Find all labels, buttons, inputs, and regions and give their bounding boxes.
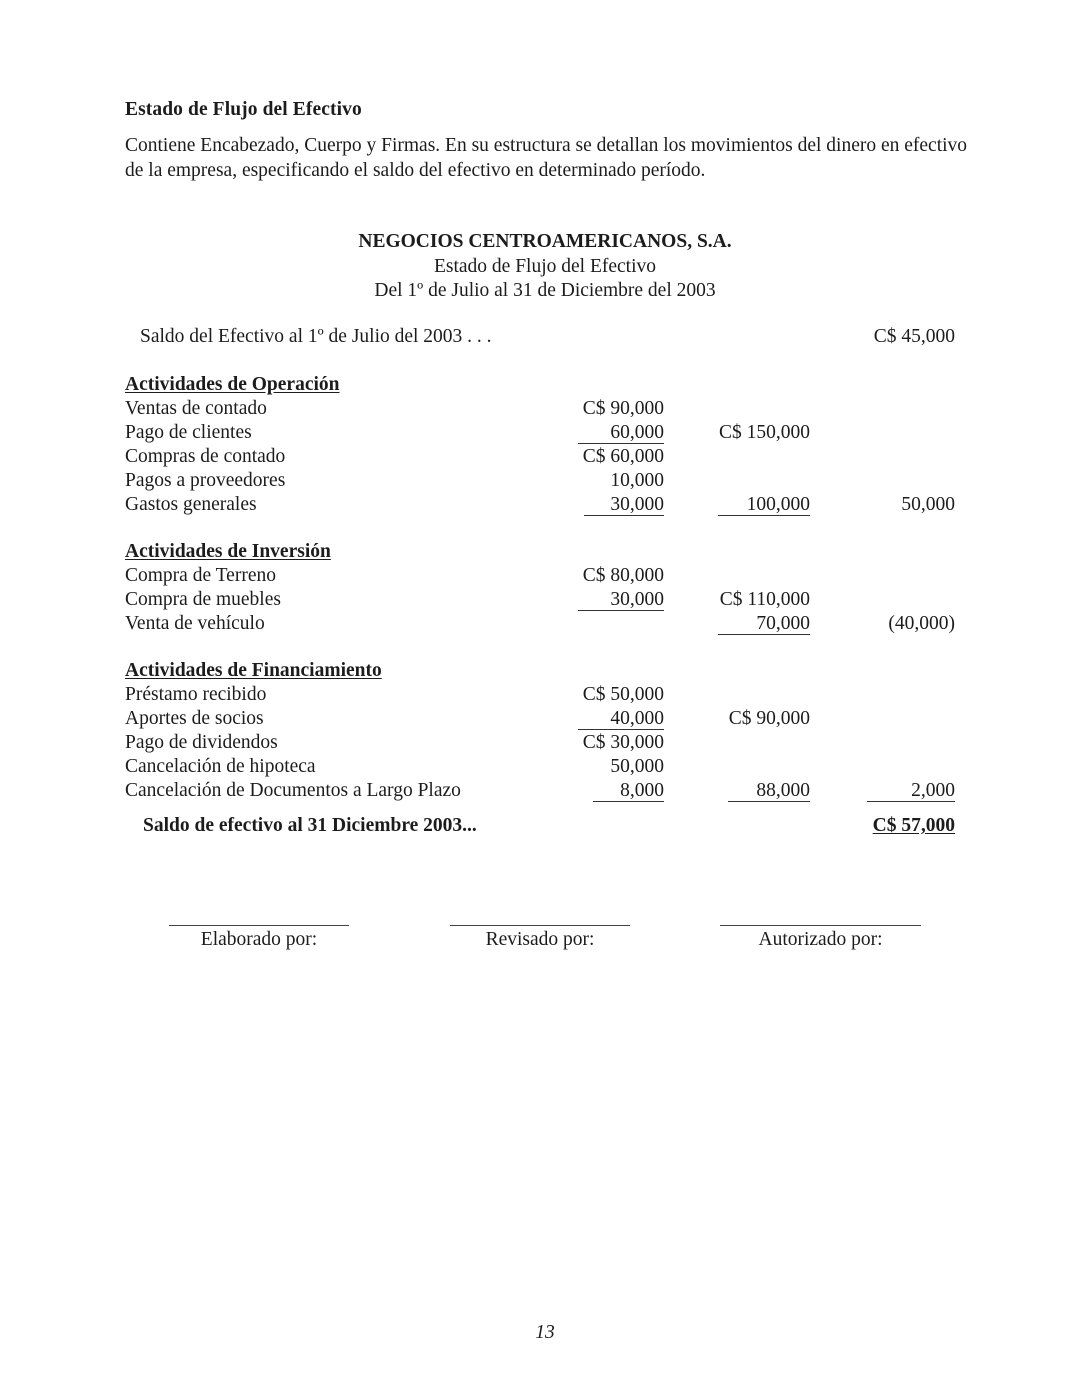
table-row: Cancelación de Documentos a Largo Plazo 8,000 88,000 2,000 — [125, 780, 955, 801]
table-row: Venta de vehículo 70,000 (40,000) — [125, 613, 955, 634]
table-row: Compra de Terreno C$ 80,000 — [125, 565, 664, 586]
table-row: Gastos generales 30,000 100,000 50,000 — [125, 494, 955, 515]
table-row: Cancelación de hipoteca 50,000 — [125, 756, 664, 777]
signature-label-autorizado: Autorizado por: — [758, 929, 883, 950]
closing-balance-row — [0, 814, 1080, 838]
opening-balance-row — [0, 325, 1080, 349]
table-row: Aportes de socios 40,000 C$ 90,000 — [125, 708, 810, 729]
table-row: Pagos a proveedores 10,000 — [125, 470, 664, 491]
signature-line-autorizado — [720, 925, 921, 926]
signature-label-revisado: Revisado por: — [485, 929, 595, 950]
table-row: Ventas de contado C$ 90,000 — [125, 398, 664, 419]
heading-financiamiento: Actividades de Financiamiento — [125, 660, 382, 681]
signature-label-elaborado: Elaborado por: — [200, 929, 318, 950]
opening-balance-label: Saldo del Efectivo al 1º de Julio del 2003 . . . — [140, 326, 492, 347]
statement-period: Del 1º de Julio al 31 de Diciembre del 2003 — [374, 280, 716, 301]
page-number: 13 — [535, 1322, 555, 1343]
table-row: Compra de muebles 30,000 C$ 110,000 — [125, 589, 810, 610]
table-row: Compras de contado C$ 60,000 — [125, 446, 664, 467]
table-row: Pago de clientes 60,000 C$ 150,000 — [125, 422, 810, 443]
opening-balance-value: C$ 45,000 — [873, 326, 955, 347]
table-row: Pago de dividendos C$ 30,000 — [125, 732, 664, 753]
closing-balance-value: C$ 57,000 — [872, 815, 955, 836]
signature-line-elaborado — [169, 925, 349, 926]
heading-inversion: Actividades de Inversión — [125, 541, 331, 562]
table-row: Préstamo recibido C$ 50,000 — [125, 684, 664, 705]
heading-operacion: Actividades de Operación — [125, 374, 340, 395]
signature-line-revisado — [450, 925, 630, 926]
intro-paragraph: Contiene Encabezado, Cuerpo y Firmas. En su estructura se detallan los movimientos del dinero en efectivo de la empresa, especificando el saldo del efectivo en determinado período. — [125, 135, 968, 181]
closing-balance-label: Saldo de efectivo al 31 Diciembre 2003... — [143, 815, 477, 836]
section-title: Estado de Flujo del Efectivo — [125, 99, 362, 120]
company-name: NEGOCIOS CENTROAMERICANOS, S.A. — [358, 231, 732, 252]
statement-title: Estado de Flujo del Efectivo — [433, 256, 657, 277]
